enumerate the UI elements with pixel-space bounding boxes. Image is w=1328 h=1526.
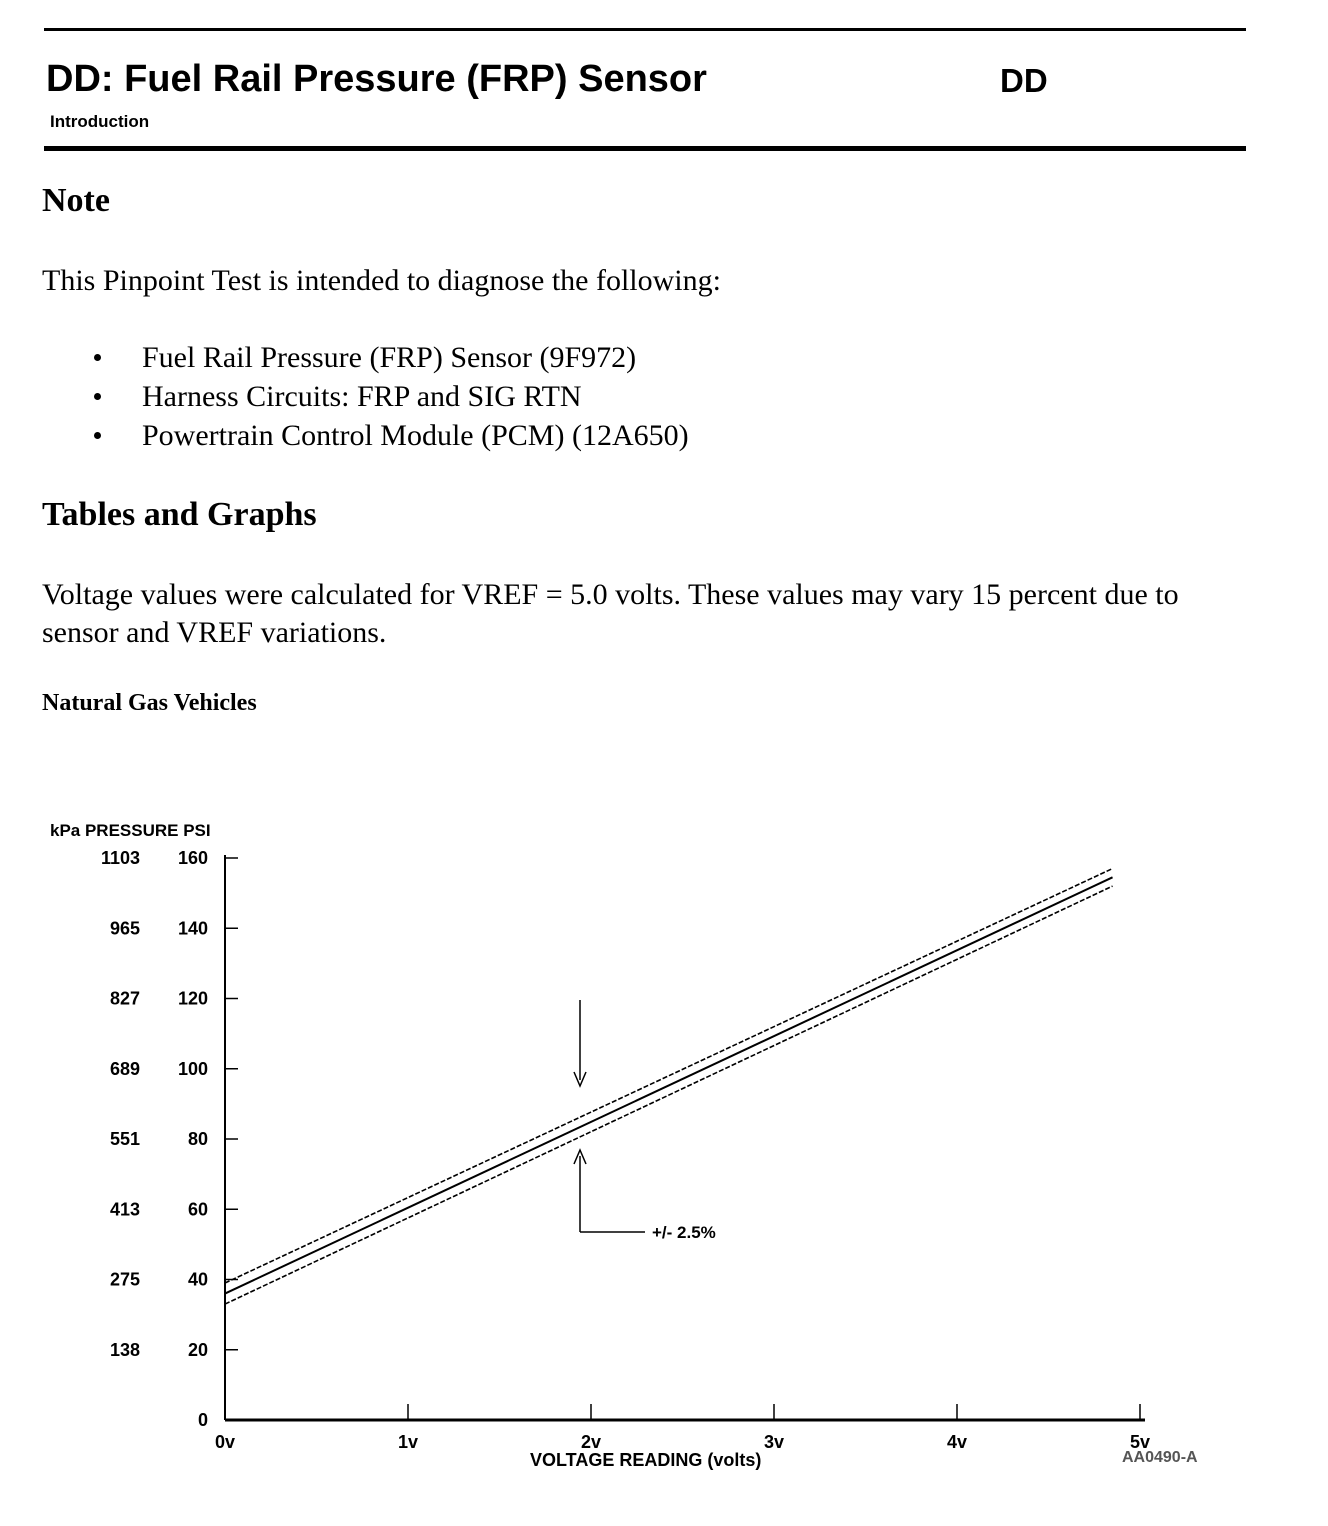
tolerance-label: +/- 2.5% — [652, 1223, 716, 1242]
list-item-text: Fuel Rail Pressure (FRP) Sensor (9F972) — [142, 341, 637, 374]
note-intro: This Pinpoint Test is intended to diagnose the following: — [42, 264, 721, 297]
y-tick-label-psi: 40 — [187, 1269, 208, 1290]
header-bottom-rule — [44, 146, 1246, 151]
y-tick-label-psi: 160 — [177, 848, 208, 868]
list-item-text: Powertrain Control Module (PCM) (12A650) — [142, 419, 689, 452]
figure-id: AA0490-A — [1122, 1449, 1198, 1466]
y-tick-label-psi: 60 — [187, 1199, 208, 1220]
list-item — [42, 377, 689, 416]
diagnose-list — [42, 338, 689, 455]
y-tick-label-kpa: 827 — [109, 988, 140, 1009]
y-tick-label-kpa: 551 — [109, 1129, 140, 1149]
y-tick-label-kpa: 965 — [109, 918, 140, 939]
section-heading: Natural Gas Vehicles — [42, 690, 257, 716]
x-axis-label: VOLTAGE READING (volts) — [530, 1450, 762, 1470]
y-tick-label-psi: 120 — [177, 988, 208, 1009]
y-tick-label-kpa: 1103 — [100, 848, 140, 868]
tables-heading: Tables and Graphs — [42, 496, 317, 533]
x-axis-ticks — [215, 1404, 1150, 1452]
section-code: DD — [1000, 62, 1048, 99]
y-tick-label-psi: 20 — [187, 1339, 208, 1360]
list-item — [42, 338, 689, 377]
page-title: DD: Fuel Rail Pressure (FRP) Sensor — [46, 58, 707, 100]
y-axis-ticks — [101, 848, 238, 1430]
x-tick-label: 2v — [580, 1432, 602, 1452]
x-tick-label: 5v — [1129, 1432, 1151, 1452]
y-tick-label-psi: 140 — [177, 918, 208, 939]
tables-paragraph: Voltage values were calculated for VREF = 5.0 volts. These values may vary 15 percent due to sensor and VREF variations. — [42, 578, 1179, 649]
y-tick-label-kpa: 689 — [109, 1058, 140, 1079]
list-item-text: Harness Circuits: FRP and SIG RTN — [142, 380, 582, 413]
x-tick-label: 3v — [763, 1432, 785, 1452]
y-tick-label-psi: 100 — [177, 1058, 208, 1079]
y-tick-label-psi: 80 — [187, 1129, 208, 1149]
y-axis-label: kPa PRESSURE PSI — [50, 821, 211, 840]
note-heading: Note — [42, 182, 110, 219]
y-tick-label-kpa: 413 — [109, 1199, 140, 1220]
y-tick-label-psi: 0 — [197, 1410, 208, 1430]
header-top-rule — [44, 28, 1246, 31]
bullet-icon — [94, 432, 101, 439]
list-item — [42, 416, 689, 455]
x-tick-label: 0v — [214, 1432, 236, 1452]
pressure-voltage-chart — [0, 800, 1328, 1500]
page-subtitle: Introduction — [50, 112, 150, 131]
y-tick-label-kpa: 138 — [109, 1339, 140, 1360]
y-tick-label-kpa: 275 — [109, 1269, 140, 1290]
x-tick-label: 1v — [397, 1432, 419, 1452]
x-tick-label: 4v — [946, 1432, 968, 1452]
bullet-icon — [94, 354, 101, 361]
series-line — [225, 869, 1113, 1283]
bullet-icon — [94, 393, 101, 400]
